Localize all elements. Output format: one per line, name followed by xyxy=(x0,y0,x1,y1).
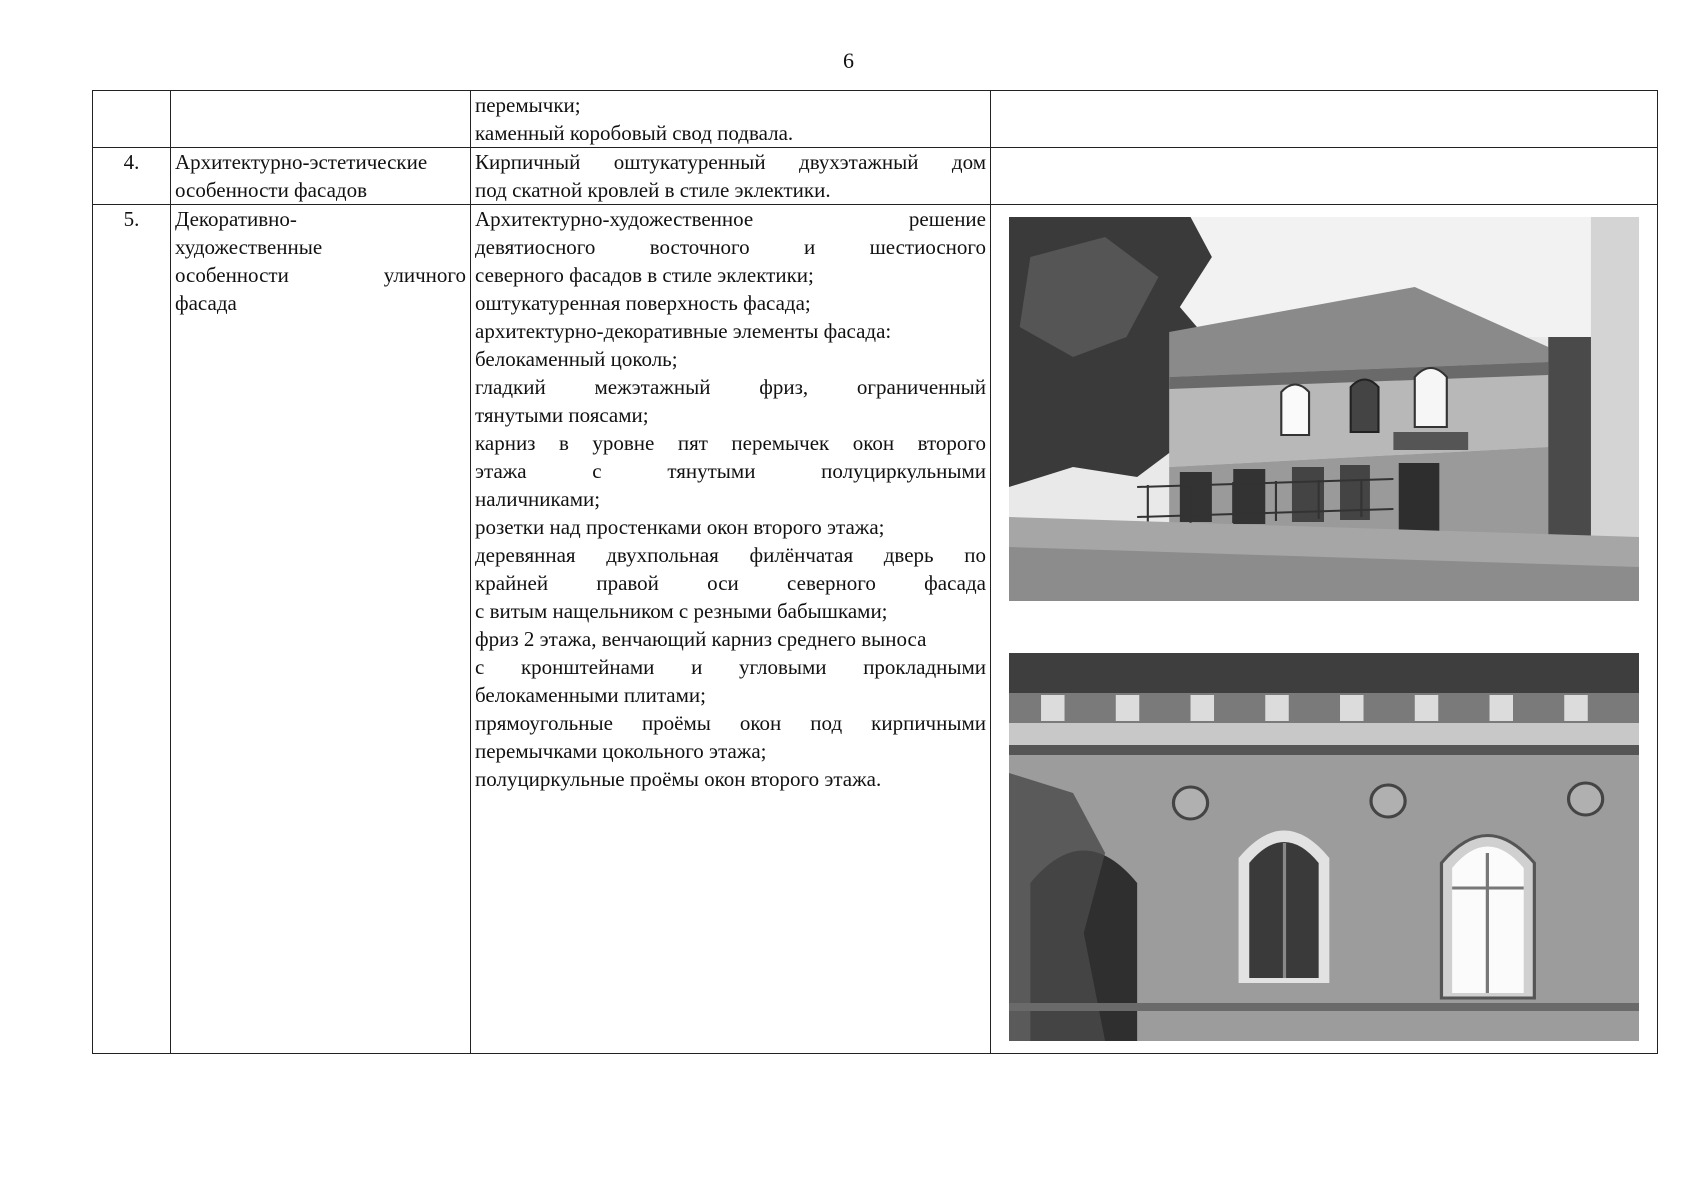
description-line: фриз 2 этажа, венчающий карниз среднего выноса xyxy=(475,627,927,651)
description-line: этажа с тянутыми полуциркульными xyxy=(475,459,986,483)
name-line: особенности фасадов xyxy=(175,178,367,202)
page-number: 6 xyxy=(843,48,854,73)
name-line: фасада xyxy=(175,291,237,315)
row-number xyxy=(93,91,171,148)
table-row xyxy=(93,148,1658,205)
description-line: крайней правой оси северного фасада xyxy=(475,571,986,595)
building-corner-image xyxy=(1009,217,1639,601)
description-line: с кронштейнами и угловыми прокладными xyxy=(475,655,986,679)
description-line: полуциркульные проёмы окон второго этажа. xyxy=(475,767,882,791)
row-number: 5. xyxy=(93,205,171,1054)
description-line: северного фасадов в стиле эклектики; xyxy=(475,263,814,287)
description-line: архитектурно-декоративные элементы фасада: xyxy=(475,319,892,343)
row-name xyxy=(171,148,471,205)
description-line: девятиосного восточного и шестиосного xyxy=(475,235,986,259)
description-line: гладкий межэтажный фриз, ограниченный xyxy=(475,375,986,399)
description-line: белокаменными плитами; xyxy=(475,683,706,707)
object-description-table xyxy=(92,90,1658,1054)
description-line: каменный коробовый свод подвала. xyxy=(475,121,794,145)
row-name xyxy=(171,91,471,148)
description-line: наличниками; xyxy=(475,487,601,511)
description-line: белокаменный цоколь; xyxy=(475,347,678,371)
description-line: Кирпичный оштукатуренный двухэтажный дом xyxy=(475,150,986,174)
table-row xyxy=(93,205,1658,1054)
row-number: 4. xyxy=(93,148,171,205)
description-line: тянутыми поясами; xyxy=(475,403,649,427)
row-photo-cell xyxy=(991,148,1658,205)
description-line: с витым нащельником с резными бабышками; xyxy=(475,599,888,623)
description-line: оштукатуренная поверхность фасада; xyxy=(475,291,811,315)
description-line: перемычками цокольного этажа; xyxy=(475,739,767,763)
description-line: розетки над простенками окон второго этажа; xyxy=(475,515,885,539)
description-line: под скатной кровлей в стиле эклектики. xyxy=(475,178,831,202)
description-line: перемычки; xyxy=(475,93,581,117)
row-name xyxy=(171,205,471,1054)
description-line: прямоугольные проёмы окон под кирпичными xyxy=(475,711,986,735)
row-description xyxy=(471,91,991,148)
row-photo-cell xyxy=(991,91,1658,148)
name-line: Архитектурно-эстетические xyxy=(175,150,428,174)
description-line: Архитектурно-художественное решение xyxy=(475,207,986,231)
row-description xyxy=(471,205,991,1054)
description-line: деревянная двухпольная филёнчатая дверь по xyxy=(475,543,986,567)
row-description xyxy=(471,148,991,205)
facade-detail-image xyxy=(1009,653,1639,1041)
name-line: особенности уличного xyxy=(175,263,466,287)
photo-spacer xyxy=(1009,601,1639,653)
table-row xyxy=(93,91,1658,148)
name-line: Декоративно- xyxy=(175,207,297,231)
building-corner-photo xyxy=(1009,217,1639,601)
row-photo-cell xyxy=(991,205,1658,1054)
description-line: карниз в уровне пят перемычек окон второго xyxy=(475,431,986,455)
facade-detail-photo xyxy=(1009,653,1639,1041)
name-line: художественные xyxy=(175,235,323,259)
